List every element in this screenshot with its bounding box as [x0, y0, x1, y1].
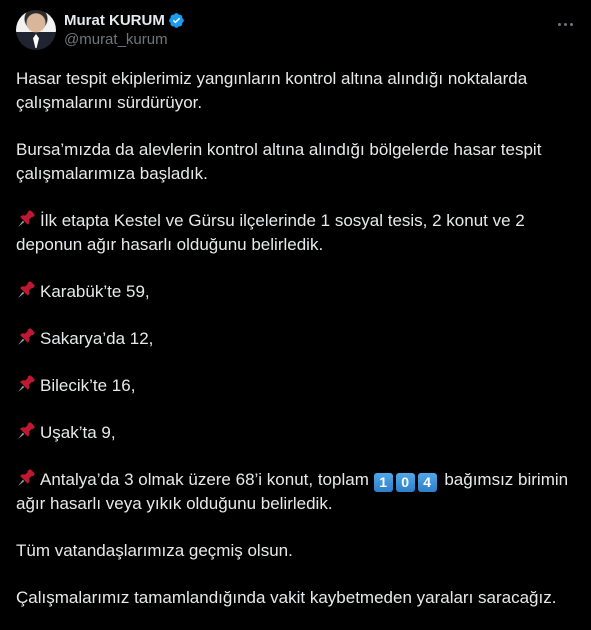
keycap-digit-zero-icon: 0 [396, 473, 415, 492]
tweet-paragraph-2: Bursa’mızda da alevlerin kontrol altına alındığı bölgelerde hasar tespit çalışmalarımıza başladık. [16, 140, 542, 183]
verified-badge-icon [168, 12, 185, 29]
tweet-paragraph-3 [16, 209, 575, 257]
display-name[interactable]: Murat KURUM [64, 12, 165, 29]
pushpin-icon [16, 280, 36, 300]
pushpin-icon [16, 468, 36, 488]
tweet-paragraph-10: Çalışmalarımız tamamlandığında vakit kaybetmeden yaraları saracağız. [16, 588, 557, 607]
tweet-header [16, 10, 575, 54]
tweet-paragraph-6 [16, 374, 575, 398]
name-row [64, 11, 185, 30]
tweet-paragraph-4 [16, 280, 575, 304]
tweet-paragraph-7 [16, 421, 575, 445]
more-horizontal-icon[interactable] [555, 14, 575, 34]
tweet-paragraph-3-text: İlk etapta Kestel ve Gürsu ilçelerinde 1 sosyal tesis, 2 konut ve 2 deponun ağır hasarlı olduğunu belirledik. [16, 211, 525, 254]
tweet-paragraph-1: Hasar tespit ekiplerimiz yangınların kontrol altına alındığı noktalarda çalışmalarını sürdürüyor. [16, 69, 528, 112]
tweet-paragraph-4-text: Karabük’te 59, [40, 282, 150, 301]
tweet-paragraph-8-after: bağımsız birimin ağır hasarlı veya yıkık olduğunu belirledik. [16, 470, 569, 513]
tweet-paragraph-8-before: Antalya’da 3 olmak üzere 68’i konut, toplam [40, 470, 369, 489]
keycap-digit-one-icon: 1 [374, 473, 393, 492]
keycap-digit-four-icon: 4 [418, 473, 437, 492]
pushpin-icon [16, 421, 36, 441]
pushpin-icon [16, 374, 36, 394]
tweet-paragraph-5 [16, 327, 575, 351]
author-block [64, 10, 185, 49]
tweet-paragraph-6-text: Bilecik’te 16, [40, 376, 136, 395]
avatar[interactable] [16, 10, 56, 50]
handle[interactable]: @murat_kurum [64, 31, 168, 48]
tweet-paragraph-5-text: Sakarya’da 12, [40, 329, 154, 348]
tweet-paragraph-9: Tüm vatandaşlarımıza geçmiş olsun. [16, 541, 293, 560]
tweet-text [16, 67, 575, 610]
tweet-paragraph-8 [16, 468, 575, 516]
pushpin-icon [16, 327, 36, 347]
pushpin-icon [16, 209, 36, 229]
tweet-paragraph-7-text: Uşak’ta 9, [40, 423, 116, 442]
